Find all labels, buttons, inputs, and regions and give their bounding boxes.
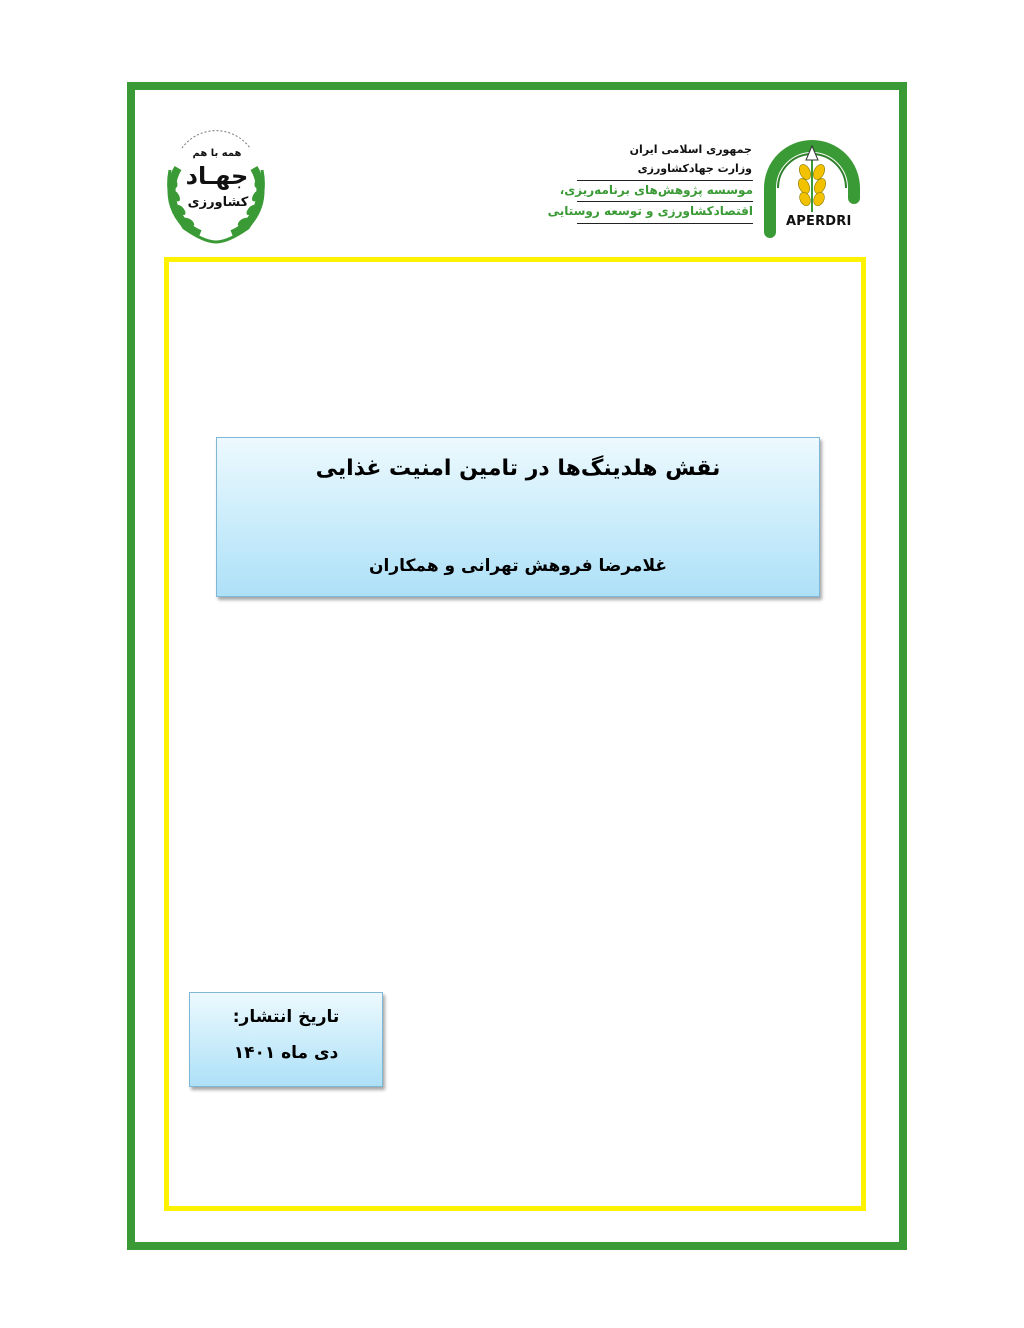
- aperdri-logo-label: APERDRI: [786, 214, 852, 229]
- document-author: غلامرضا فروهش تهرانی و همکاران: [369, 556, 667, 576]
- institute-name-block: [547, 180, 753, 224]
- publication-date-value: دی ماه ۱۴۰۱: [233, 1043, 339, 1063]
- document-title: نقش هلدینگ‌ها در تامین امنیت غذایی: [315, 456, 721, 481]
- ministry-line-2: وزارت جهادکشاورزی: [637, 162, 752, 175]
- publication-date-box: [189, 992, 383, 1087]
- ministry-text: [630, 140, 752, 178]
- institute-divider: [577, 201, 753, 202]
- title-box: [216, 437, 820, 597]
- institute-line-1: موسسه پژوهش‌های برنامه‌ریزی،: [559, 183, 753, 197]
- seal-sub-text: کشاورزی: [187, 195, 249, 210]
- institute-line-2: اقتصادکشاورزی و توسعه روستایی: [547, 204, 753, 218]
- seal-top-text: همه با هم: [192, 148, 242, 159]
- ministry-line-1: جمهوری اسلامی ایران: [629, 143, 752, 156]
- publication-date-label: تاریخ انتشار:: [232, 1007, 340, 1027]
- seal-main-text: جهـاد: [185, 162, 249, 190]
